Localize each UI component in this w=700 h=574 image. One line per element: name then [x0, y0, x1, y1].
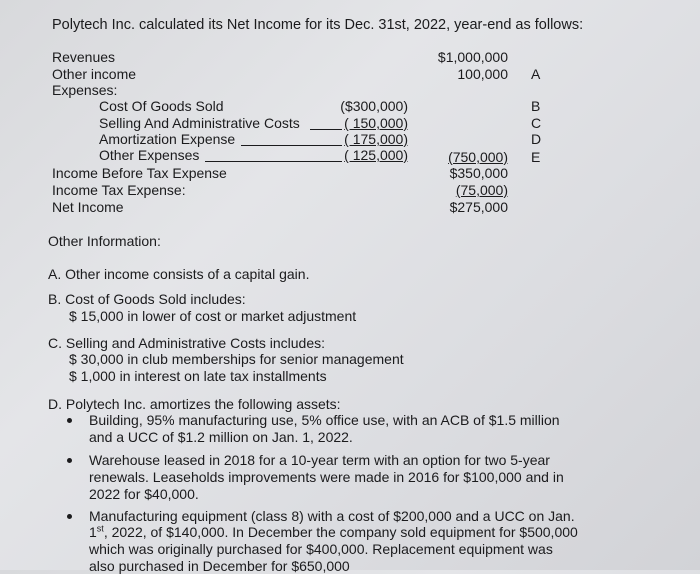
amortization-amount: ( 175,000): [344, 131, 408, 147]
warehouse-line-3: 2022 for $40,000.: [89, 486, 199, 502]
other-income-label: Other income: [52, 66, 137, 82]
revenues-label: Revenues: [52, 49, 116, 65]
income-before-tax-amount: $350,000: [449, 165, 508, 181]
expenses-label: Expenses:: [52, 82, 118, 98]
income-tax-amount: (75,000): [455, 182, 508, 198]
cogs-label: Cost Of Goods Sold: [99, 98, 224, 114]
sga-label: Selling And Administrative Costs: [99, 115, 300, 131]
note-c: C: [531, 115, 542, 131]
equipment-line-2-day: 1: [89, 524, 97, 540]
building-line-1: Building, 95% manufacturing use, 5% office use, with an ACB of $1.5 million: [89, 412, 560, 428]
cogs-amount: ($300,000): [340, 98, 408, 114]
equipment-line-2: [89, 524, 578, 540]
other-info-title: Other Information:: [48, 233, 161, 249]
note-a: A: [531, 66, 541, 82]
item-c-detail-2: $ 1,000 in interest on late tax installments: [69, 368, 327, 384]
building-line-2: and a UCC of $1.2 million on Jan. 1, 2022.: [89, 429, 353, 445]
equipment-line-2-ordinal: st: [96, 523, 104, 534]
income-tax-label: Income Tax Expense:: [52, 182, 186, 198]
sga-amount: ( 150,000): [344, 115, 408, 131]
item-a: A. Other income consists of a capital gain.: [48, 266, 310, 282]
item-c: C. Selling and Administrative Costs includes:: [48, 335, 326, 351]
equipment-line-4: also purchased in December for $650,000: [89, 558, 350, 574]
equipment-line-1: Manufacturing equipment (class 8) with a cost of $200,000 and a UCC on Jan.: [89, 508, 575, 524]
heading: Polytech Inc. calculated its Net Income for its Dec. 31st, 2022, year-end as follows:: [52, 17, 584, 33]
item-d: D. Polytech Inc. amortizes the following assets:: [48, 396, 341, 412]
warehouse-line-1: Warehouse leased in 2018 for a 10-year term with an option for two 5-year: [89, 452, 550, 468]
equipment-line-3: which was originally purchased for $400,000. Replacement equipment was: [89, 541, 553, 557]
other-expenses-amount: ( 125,000): [344, 147, 408, 163]
bullet-icon: [67, 458, 72, 463]
other-income-amount: 100,000: [457, 66, 508, 82]
other-expenses-label: Other Expenses: [99, 147, 200, 163]
warehouse-line-2: renewals. Leaseholds improvements were made in 2016 for $100,000 and in: [89, 469, 564, 485]
bullet-icon: [67, 418, 72, 423]
note-b: B: [531, 98, 541, 114]
bullet-icon: [67, 514, 72, 519]
income-before-tax-label: Income Before Tax Expense: [52, 165, 227, 181]
item-b: B. Cost of Goods Sold includes:: [48, 291, 246, 307]
amortization-label: Amortization Expense: [99, 131, 236, 147]
net-income-amount: $275,000: [449, 199, 508, 215]
note-d: D: [531, 131, 542, 147]
equipment-line-2-rest: , 2022, of $140,000. In December the company sold equipment for $500,000: [103, 524, 578, 540]
net-income-label: Net Income: [52, 199, 124, 215]
item-c-detail-1: $ 30,000 in club memberships for senior management: [69, 351, 404, 367]
item-b-detail: $ 15,000 in lower of cost or market adjustment: [69, 308, 357, 324]
note-e: E: [531, 149, 541, 165]
total-expenses-amount: (750,000): [448, 149, 508, 165]
revenues-amount: $1,000,000: [437, 49, 508, 65]
